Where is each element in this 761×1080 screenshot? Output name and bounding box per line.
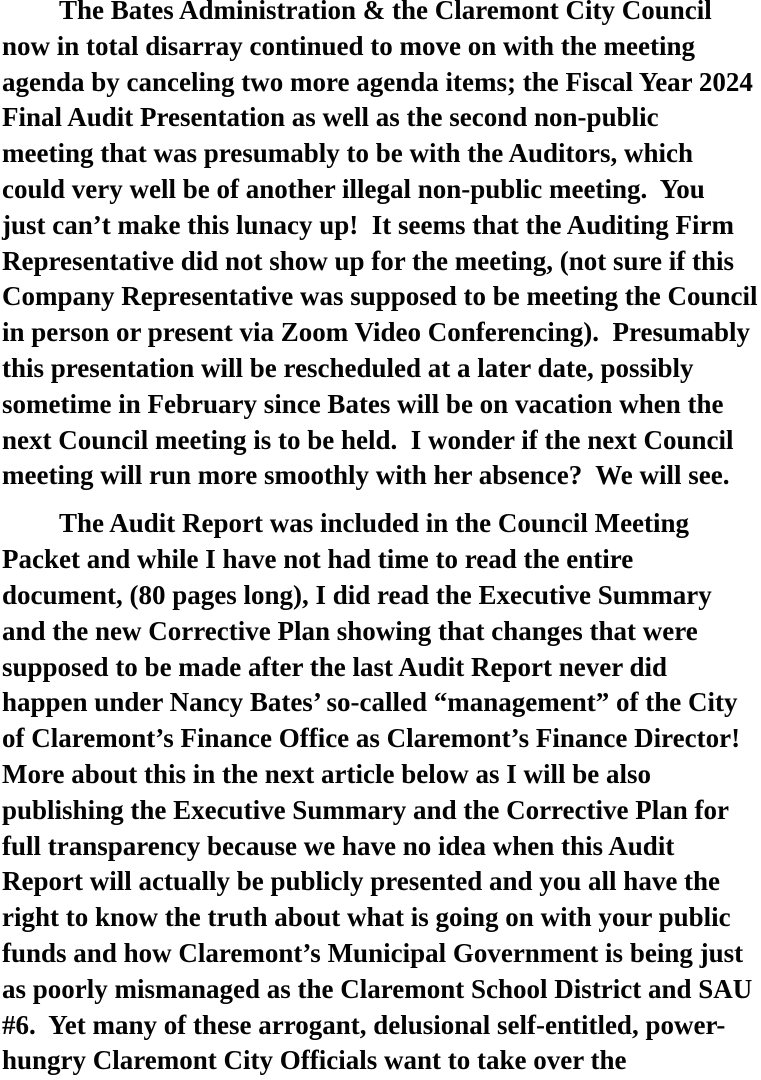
text-line: Final Audit Presentation as well as the second non-public: [2, 102, 659, 133]
text-line: meeting will run more smoothly with her absence? We will see.: [2, 460, 730, 491]
text-line: right to know the truth about what is going on with your public: [2, 902, 731, 933]
paragraph: [2, 0, 761, 494]
text-line: Packet and while I have not had time to read the entire: [2, 544, 634, 575]
text-line: #6. Yet many of these arrogant, delusional self-entitled, power-: [2, 1009, 726, 1040]
text-line: hungry Claremont City Officials want to take over the: [2, 1045, 627, 1076]
text-line: in person or present via Zoom Video Conferencing). Presumably: [2, 317, 751, 348]
text-line: document, (80 pages long), I did read the Executive Summary: [2, 580, 712, 611]
text-line: agenda by canceling two more agenda items; the Fiscal Year 2024: [2, 66, 753, 97]
text-line: full transparency because we have no idea when this Audit: [2, 830, 675, 861]
text-line: and the new Corrective Plan showing that changes that were: [2, 615, 698, 646]
text-line: could very well be of another illegal non-public meeting. You: [2, 173, 705, 204]
text-line: this presentation will be rescheduled at a later date, possibly: [2, 352, 694, 383]
text-line: Company Representative was supposed to be meeting the Council: [2, 281, 758, 312]
text-line: supposed to be made after the last Audit Report never did: [2, 651, 668, 682]
text-line: happen under Nancy Bates’ so-called “management” of the City: [2, 687, 738, 718]
text-line: as poorly mismanaged as the Claremont School District and SAU: [2, 973, 753, 1004]
text-line: now in total disarray continued to move on with the meeting: [2, 30, 695, 61]
text-line: sometime in February since Bates will be on vacation when the: [2, 388, 724, 419]
text-line: The Audit Report was included in the Council Meeting: [59, 508, 690, 539]
text-line: Report will actually be publicly presented and you all have the: [2, 866, 721, 897]
text-line: funds and how Claremont’s Municipal Government is being just: [2, 938, 744, 969]
text-line: meeting that was presumably to be with the Auditors, which: [2, 138, 694, 169]
text-line: The Bates Administration & the Claremont City Council: [59, 0, 712, 25]
text-line: More about this in the next article below as I will be also: [2, 759, 651, 790]
text-line: next Council meeting is to be held. I wonder if the next Council: [2, 424, 734, 455]
text-line: publishing the Executive Summary and the Corrective Plan for: [2, 794, 729, 825]
text-line: just can’t make this lunacy up! It seems that the Auditing Firm: [2, 209, 735, 240]
text-line: of Claremont’s Finance Office as Claremont’s Finance Director!: [2, 723, 741, 754]
paragraph: [2, 506, 761, 1079]
text-line: Representative did not show up for the meeting, (not sure if this: [2, 245, 735, 276]
